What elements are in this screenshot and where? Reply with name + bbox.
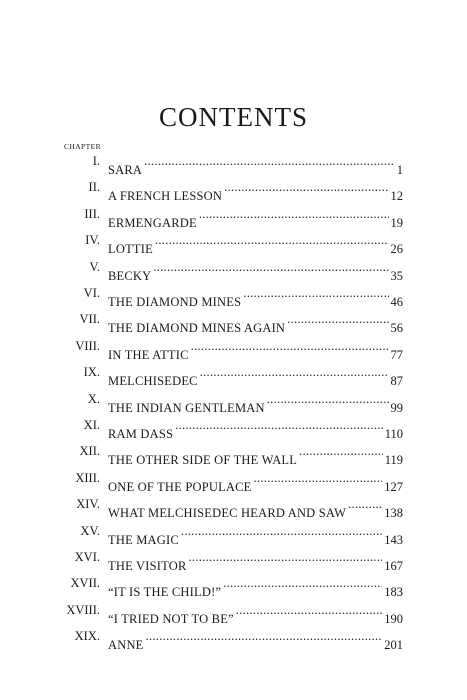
- page-title: CONTENTS: [159, 102, 308, 132]
- toc-entry[interactable]: [0, 359, 467, 389]
- dot-leader: [348, 491, 382, 517]
- chapter-number: XIII.: [75, 470, 100, 485]
- chapter-title: BECKY: [108, 268, 152, 283]
- toc-entry[interactable]: [0, 333, 467, 362]
- toc-entry[interactable]: [0, 465, 467, 494]
- dot-leader: [181, 518, 382, 544]
- dot-leader: [175, 412, 383, 438]
- page-number: 127: [384, 479, 403, 494]
- chapter-title: “IT IS THE CHILD!”: [108, 585, 222, 600]
- dot-leader: [254, 465, 383, 491]
- page-number: 35: [390, 268, 403, 283]
- dot-leader: [299, 438, 383, 464]
- chapter-number: XVI.: [74, 550, 100, 564]
- toc-entry[interactable]: [0, 227, 467, 257]
- chapter-title: THE VISITOR: [108, 559, 187, 573]
- chapter-number: I.: [92, 154, 100, 168]
- chapter-number: XIV.: [76, 497, 100, 512]
- chapter-title: THE DIAMOND MINES: [108, 295, 242, 309]
- toc-entry[interactable]: [0, 623, 467, 653]
- chapter-number: X.: [87, 391, 100, 406]
- dot-leader: [153, 254, 388, 280]
- chapter-number: XVIII.: [66, 602, 100, 617]
- chapter-title: MELCHISEDEC: [108, 374, 198, 389]
- chapter-title: “I TRIED NOT TO BE”: [108, 611, 234, 626]
- page-number: 46: [390, 295, 403, 309]
- page-number: 12: [390, 189, 403, 204]
- page-number: 56: [390, 321, 403, 336]
- chapter-title: RAM DASS: [108, 427, 174, 441]
- page-number: 201: [384, 638, 403, 653]
- page-number: 119: [384, 453, 403, 468]
- page-number: 1: [396, 163, 403, 177]
- chapter-number: IV.: [85, 233, 100, 248]
- toc-entry[interactable]: [0, 570, 467, 600]
- chapter-title: ONE OF THE POPULACE: [108, 479, 252, 494]
- toc-entry[interactable]: [0, 412, 467, 441]
- toc-entry[interactable]: [0, 544, 467, 573]
- toc-entry[interactable]: [0, 148, 467, 177]
- chapter-title: THE INDIAN GENTLEMAN: [108, 400, 265, 415]
- dot-leader: [267, 386, 389, 412]
- page-number: 143: [384, 532, 403, 547]
- chapter-title: ERMENGARDE: [108, 215, 197, 230]
- chapter-number: XII.: [79, 444, 100, 459]
- toc-entry[interactable]: [0, 306, 467, 336]
- chapter-number: VII.: [79, 312, 100, 327]
- chapter-title: WHAT MELCHISEDEC HEARD AND SAW: [108, 506, 347, 521]
- toc-entry[interactable]: [0, 174, 467, 204]
- chapter-title: THE MAGIC: [108, 532, 179, 547]
- dot-leader: [223, 570, 382, 596]
- chapter-number: VI.: [83, 286, 100, 300]
- page-number: 190: [384, 611, 403, 626]
- chapter-title: A FRENCH LESSON: [108, 189, 223, 204]
- page-number: 183: [384, 585, 403, 600]
- chapter-number: XV.: [80, 523, 100, 538]
- page-number: 110: [384, 427, 403, 441]
- chapter-title: SARA: [108, 163, 143, 177]
- toc-entry[interactable]: [0, 518, 467, 547]
- chapter-number: V.: [89, 259, 100, 274]
- chapter-number: VIII.: [75, 338, 100, 353]
- dot-leader: [224, 174, 388, 200]
- toc-entry[interactable]: [0, 280, 467, 309]
- toc-entry[interactable]: [0, 201, 467, 230]
- dot-leader: [188, 544, 382, 570]
- dot-leader: [191, 333, 389, 359]
- chapter-title: ANNE: [108, 638, 144, 653]
- chapter-number: IX.: [83, 365, 100, 380]
- toc-entry[interactable]: [0, 597, 467, 626]
- page-number: 77: [390, 347, 403, 362]
- chapter-number: III.: [84, 206, 100, 221]
- dot-leader: [236, 597, 382, 623]
- chapter-title: THE DIAMOND MINES AGAIN: [108, 321, 286, 336]
- dot-leader: [146, 623, 383, 649]
- toc-entry-body: [108, 623, 403, 658]
- chapter-number: XI.: [83, 418, 100, 432]
- chapter-title: LOTTIE: [108, 242, 153, 257]
- dot-leader: [199, 201, 389, 227]
- chapter-number: XVII.: [70, 576, 100, 591]
- chapter-column-label: CHAPTER: [64, 142, 101, 151]
- toc-entry[interactable]: [0, 491, 467, 521]
- page-number: 99: [390, 400, 403, 415]
- page-number: 19: [390, 215, 403, 230]
- page-number: 138: [384, 506, 403, 521]
- toc-entry[interactable]: [0, 386, 467, 415]
- chapter-title: IN THE ATTIC: [108, 347, 189, 362]
- page-number: 87: [390, 374, 403, 389]
- dot-leader: [287, 306, 388, 332]
- toc-entry[interactable]: [0, 438, 467, 468]
- dot-leader: [200, 359, 389, 385]
- page-number: 26: [390, 242, 403, 257]
- chapter-number: II.: [88, 180, 100, 195]
- page-number: 167: [384, 559, 403, 573]
- chapter-title: THE OTHER SIDE OF THE WALL: [108, 453, 298, 468]
- toc-entry[interactable]: [0, 254, 467, 283]
- dot-leader: [144, 148, 395, 174]
- dot-leader: [243, 280, 388, 306]
- dot-leader: [155, 227, 389, 253]
- chapter-number: XIX.: [74, 629, 100, 644]
